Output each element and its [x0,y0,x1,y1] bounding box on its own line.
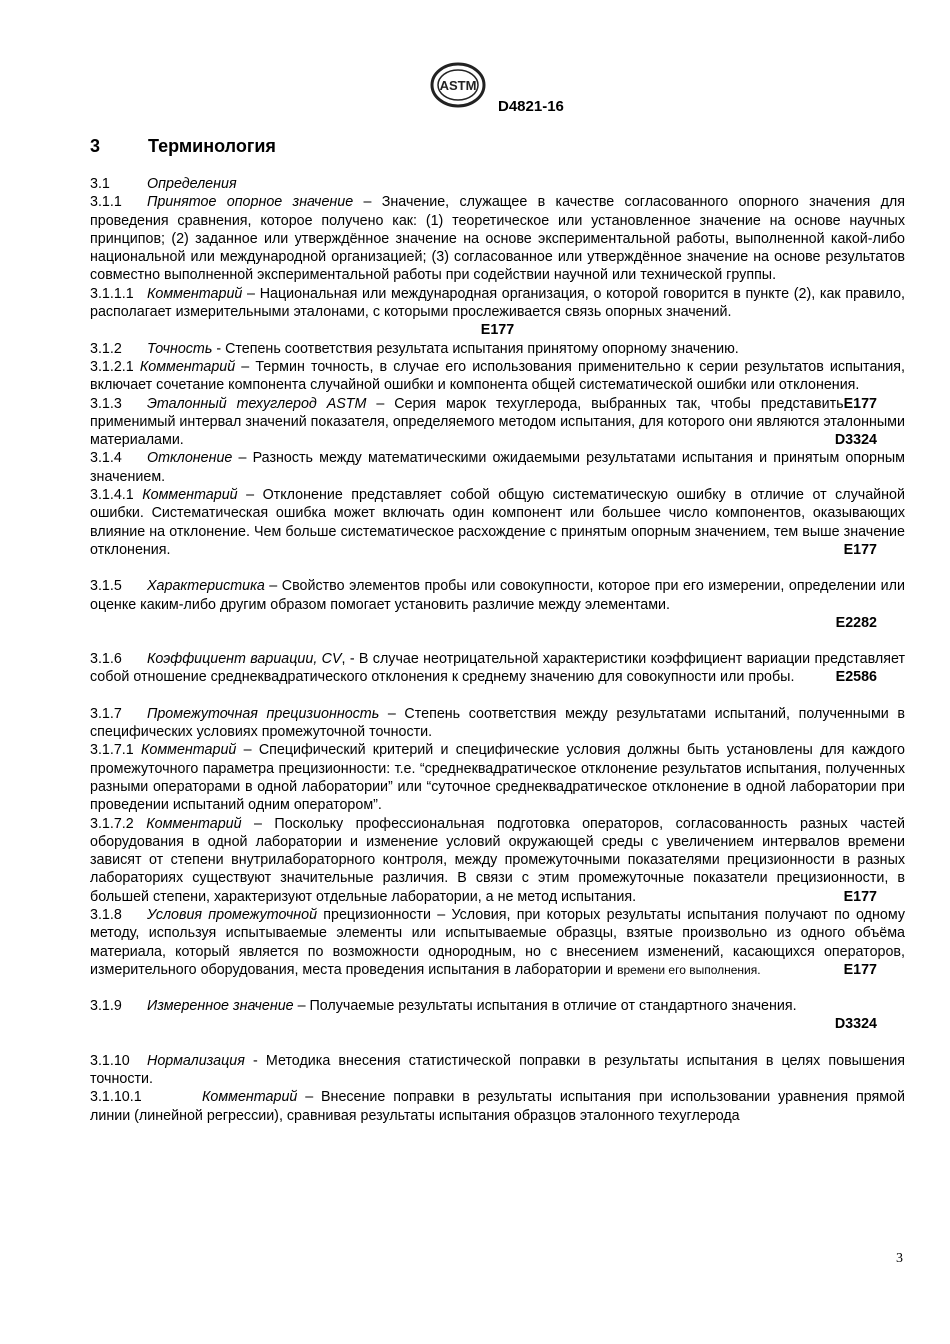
reference-code: E177 [843,961,877,978]
term-paragraph: 3.1.2 Точность - Степень соответствия результата испытания принятому опорному значению. [90,340,739,357]
term-paragraph: 3.1.10.1 Комментарий – Внесение поправки в результаты испытания при использовании уравнения прямой линии (линейной регрессии), сравнивая результаты испытания образцов эталонного техуглерода [90,1089,905,1124]
term-paragraph: 3.1.2.1 Комментарий – Термин точность, в случае его использования применительно к серии результатов испытания, включает сочетание компонента случайной ошибки и компонента общей систематической ошибки или отклонения. E177 [90,358,905,412]
term-paragraph: 3.1.7 Промежуточная прецизионность – Степень соответствия между результатами испытаний, полученными в специфических условиях промежуточной точности. [90,705,905,741]
section-number: 3 [90,136,101,156]
reference-code: D3324 [834,432,877,449]
logo-text: ASTM [439,78,477,93]
term-paragraph: 3.1.7.1 Комментарий – Специфический критерий и специфические условия должны быть установлены для каждого промежуточного параметра прецизионности: т.е. “среднеквадратическое отклонение результатов испытания, полученных разными операторами в одной лаборатории” или “суточное среднеквадратическое отклонение в одной лаборатории при проведении испытаний одним оператором”. [90,742,905,814]
term-paragraph: 3.1 Определения [90,176,237,192]
term-paragraph: 3.1.3 Эталонный техуглерод ASTM – Серия марок техуглерода, выбранных так, чтобы представить применимый интервал значений показателя, определяемого методом испытания, для которого они являются эталонными материалами. D3324 [90,395,905,449]
term-paragraph: 3.1.1 Принятое опорное значение – Значение, служащее в качестве согласованного опорного значения для проведения сравнения, которое получено как: (1) теоретическое или установленное значение на основе научных принципов; (2) заданное или утверждённое значение на основе экспериментальной работы, выполненной какой-либо национальной или международной организацией; (3) согласованное или утверждённое значение на основе результатов совместно выполненной экспериментальной работы при содействии научной или технической группы. [90,194,906,284]
term-paragraph: 3.1.4.1 Комментарий – Отклонение представляет собой общую систематическую ошибку в отличие от случайной ошибки. Систематическая ошибка может включать один компонент или большее число компонентов, оказывающих влияние на отклонение. Чем больше систематическое расхождение с принятым опорным значением, тем выше значение отклонения. E177 [90,487,905,558]
term-paragraph: 3.1.8 Условия промежуточной прецизионности – Условия, при которых результаты испытания получают по одному методу, используя испытываемые элементы или испытываемые образцы, взятые произвольно из одного объёма материала, который является по возможности однородным, но с внесением изменений, касающихся операторов, измерительного оборудования, места проведения испытания в лаборатории и времени его выполнения. E177 [90,906,906,978]
term-paragraph: 3.1.1.1 Комментарий – Национальная или международная организация, о которой говорится в пункте (2), как правило, располагает измерительными эталонами, с которыми прослеживается связь опорных значений. [90,285,905,321]
document-code: D4821-16 [498,98,564,115]
reference-code: D3324 [834,1016,877,1033]
page-number: 3 [896,1251,903,1266]
term-paragraph: 3.1.4 Отклонение – Разность между математическими ожидаемыми результатами испытания и принятым опорным значением. [90,450,905,485]
reference-code: E177 [480,322,515,339]
term-paragraph: 3.1.5 Характеристика – Свойство элементов пробы или совокупности, которое при его измерении, определении или оценке каким-либо другим образом помогает установить различие между элементами. E2282 [90,578,905,631]
reference-code: E177 [843,395,877,412]
section-heading [90,136,276,157]
term-paragraph: 3.1.9 Измеренное значение – Получаемые результаты испытания в отличие от стандартного значения. D3324 [90,998,877,1033]
terms-list [90,175,905,1125]
reference-code: E177 [843,541,877,558]
reference-code: E2282 [835,614,877,631]
term-paragraph: 3.1.10 Нормализация - Методика внесения статистической поправки в результаты испытания в целях повышения точности. [90,1052,905,1088]
reference-code: E2586 [835,669,877,686]
astm-logo [430,62,486,108]
term-paragraph: 3.1.6 Коэффициент вариации, CV, - В случае неотрицательной характеристики коэффициент вариации представляет собой отношение среднеквадратического отклонения к среднему значению для совокупности или пробы. E2586 [90,651,905,686]
reference-code: E177 [843,888,877,905]
section-title: Терминология [148,136,276,156]
term-paragraph: 3.1.7.2 Комментарий – Поскольку профессиональная подготовка операторов, согласованность разных частей оборудования в одной лаборатории и изменение условий окружающей среды с увеличением интервалов времени зависят от степени внутрилабораторного контроля, между промежуточными показателями прецизионности в разных лабораториях существуют значительные различия. В связи с этим промежуточные показатели прецизионности, в большей степени, характеризуют отдельные лаборатории, а не метод испытания. E177 [90,815,905,905]
